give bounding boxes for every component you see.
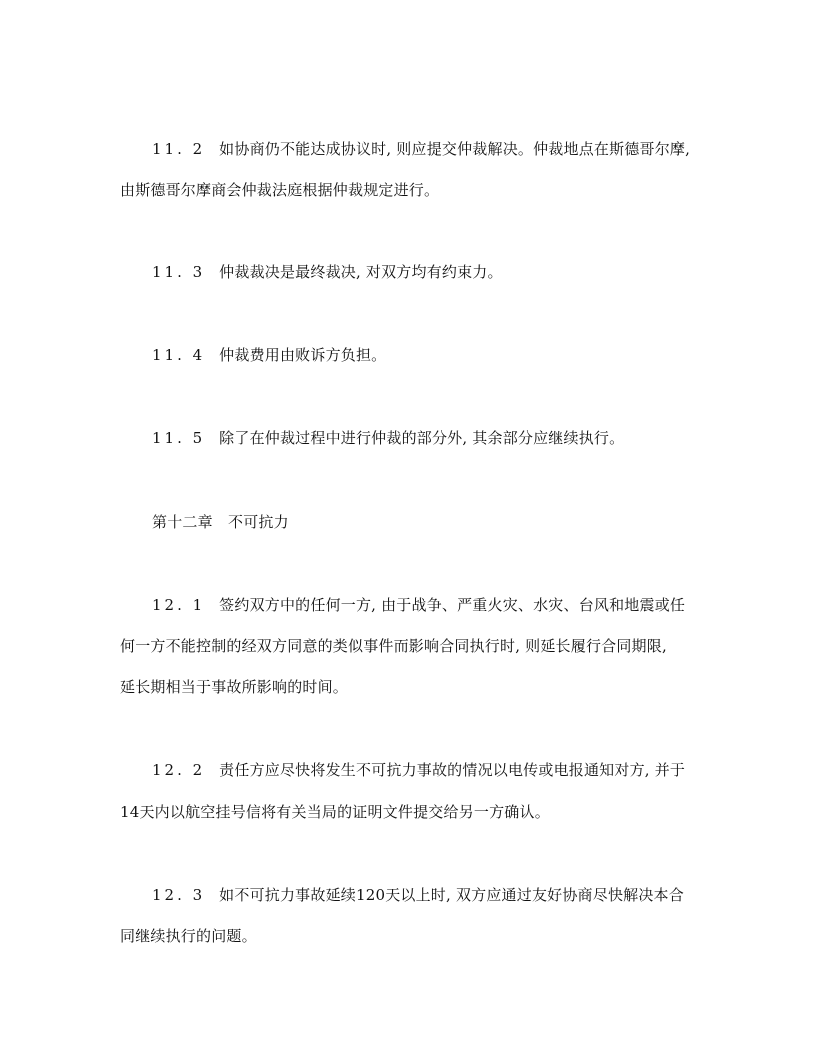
- clause-12-3-line-2: 同继续执行的问题。: [120, 927, 257, 945]
- chapter-heading: 第十二章 不可抗力: [152, 513, 289, 531]
- clause-number: 11. 3: [152, 263, 206, 281]
- clause-text: 签约双方中的任何一方, 由于战争、严重火灾、水灾、台风和地震或任: [219, 596, 686, 614]
- clause-11-2-line-1: [152, 139, 700, 159]
- clause-11-4-line-1: [152, 345, 700, 365]
- clause-number: 12. 2: [152, 761, 206, 779]
- clause-text: 责任方应尽快将发生不可抗力事故的情况以电传或电报通知对方, 并于: [219, 761, 686, 779]
- clause-12-2-line-2: 14天内以航空挂号信将有关当局的证明文件提交给另一方确认。: [120, 803, 550, 821]
- clause-text: 如不可抗力事故延续120天以上时, 双方应通过友好协商尽快解决本合: [219, 886, 684, 904]
- clause-11-3-line-1: [152, 262, 700, 282]
- clause-text: 仲裁费用由败诉方负担。: [219, 346, 387, 364]
- clause-number: 12. 3: [152, 886, 206, 904]
- clause-12-1-line-1: [152, 595, 700, 615]
- clause-12-1-line-3: 延长期相当于事故所影响的时间。: [120, 678, 349, 696]
- clause-text: 除了在仲裁过程中进行仲裁的部分外, 其余部分应继续执行。: [219, 429, 625, 447]
- clause-text: 如协商仍不能达成协议时, 则应提交仲裁解决。仲裁地点在斯德哥尔摩,: [219, 140, 691, 158]
- clause-text: 仲裁裁决是最终裁决, 对双方均有约束力。: [219, 263, 503, 281]
- clause-number: 11. 4: [152, 346, 206, 364]
- clause-number: 12. 1: [152, 596, 206, 614]
- clause-11-5-line-1: [152, 428, 700, 448]
- clause-11-2-line-2: 由斯德哥尔摩商会仲裁法庭根据仲裁规定进行。: [120, 181, 440, 199]
- clause-number: 11. 2: [152, 140, 206, 158]
- clause-12-1-line-2: 何一方不能控制的经双方同意的类似事件而影响合同执行时, 则延长履行合同期限,: [120, 637, 667, 655]
- clause-12-3-line-1: [152, 885, 700, 905]
- clause-number: 11. 5: [152, 429, 206, 447]
- clause-12-2-line-1: [152, 760, 700, 780]
